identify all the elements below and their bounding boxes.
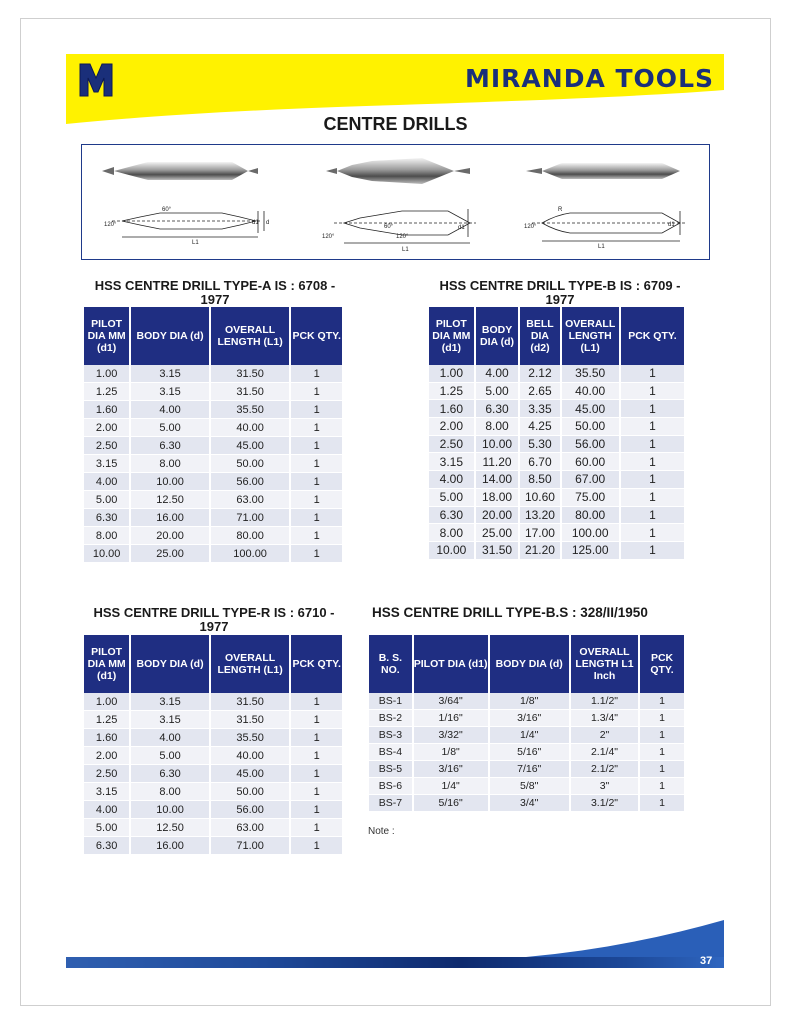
table-cell: 4.00 — [475, 365, 520, 382]
table-cell: 56.00 — [210, 801, 291, 819]
table-cell: 1.25 — [84, 711, 130, 729]
table-cell: 80.00 — [561, 506, 620, 524]
label-angle-120-b1: 120° — [322, 234, 335, 240]
table-row — [84, 419, 342, 437]
table-cell: 2" — [570, 727, 639, 744]
table-cell: BS-3 — [369, 727, 413, 744]
table-cell: 1 — [290, 765, 342, 783]
table_b-header-cell: PILOT DIA MM (d1) — [429, 307, 475, 365]
table-cell: 56.00 — [561, 435, 620, 453]
table-cell: 1 — [290, 527, 342, 545]
table-cell: 1 — [620, 541, 684, 559]
table-cell: 1.60 — [429, 400, 475, 418]
table-cell: 5/16" — [489, 744, 570, 761]
table-cell: 50.00 — [210, 455, 291, 473]
table-cell: 31.50 — [475, 541, 520, 559]
table-cell: 8.00 — [429, 524, 475, 542]
table_a-header-cell: PCK QTY. — [290, 307, 342, 365]
table-row — [84, 365, 342, 383]
drill-photo-type-r — [526, 163, 680, 179]
table-r — [84, 635, 342, 855]
table-row — [369, 693, 684, 710]
table-cell: 1 — [639, 727, 684, 744]
table-row — [429, 400, 684, 418]
table-cell: 1 — [290, 711, 342, 729]
label-l1-b: L1 — [402, 247, 409, 253]
table-r-header-row — [84, 635, 342, 693]
table-cell: 31.50 — [210, 711, 291, 729]
table-b-body — [429, 365, 684, 559]
table-cell: 13.20 — [519, 506, 560, 524]
page-number: 37 — [700, 955, 713, 967]
table-cell: 1 — [620, 453, 684, 471]
table-cell: 3.15 — [130, 365, 210, 383]
label-d1-r: d1 — [668, 222, 675, 228]
table-cell: 50.00 — [561, 418, 620, 436]
table-b-header-row — [429, 307, 684, 365]
table-cell: 31.50 — [210, 365, 291, 383]
table-cell: 10.00 — [475, 435, 520, 453]
table_r-header-cell: OVERALL LENGTH (L1) — [210, 635, 291, 693]
table-row — [84, 729, 342, 747]
table-row — [369, 710, 684, 727]
table-cell: 1/4" — [489, 727, 570, 744]
table-cell: 3/4" — [489, 795, 570, 812]
table-cell: 63.00 — [210, 819, 291, 837]
table-row — [84, 437, 342, 455]
table-a-title: HSS CENTRE DRILL TYPE-A IS : 6708 - 1977 — [94, 278, 336, 307]
table-cell: 1.00 — [84, 693, 130, 711]
table-bs-heading — [372, 606, 692, 620]
table_a-header-cell: BODY DIA (d) — [130, 307, 210, 365]
table-cell: 10.60 — [519, 488, 560, 506]
table-cell: 1 — [639, 761, 684, 778]
table-cell: 5.00 — [84, 819, 130, 837]
table-row — [369, 727, 684, 744]
table-cell: 1 — [620, 382, 684, 400]
table-cell: 1.60 — [84, 401, 130, 419]
table-cell: 1 — [620, 400, 684, 418]
table-cell: 31.50 — [210, 383, 291, 401]
label-d1-a: d1 — [252, 220, 259, 226]
table-cell: 5/16" — [413, 795, 489, 812]
table-cell: 1 — [639, 693, 684, 710]
table-cell: 6.30 — [130, 437, 210, 455]
table-cell: 1 — [620, 488, 684, 506]
table-cell: 8.00 — [130, 783, 210, 801]
table-cell: 5.00 — [429, 488, 475, 506]
table-cell: 1 — [290, 747, 342, 765]
table-cell: 1 — [639, 778, 684, 795]
table-cell: 16.00 — [130, 509, 210, 527]
table-cell: 10.00 — [429, 541, 475, 559]
table-cell: 5.00 — [84, 491, 130, 509]
table-cell: 1.1/2" — [570, 693, 639, 710]
table-bs — [369, 635, 684, 812]
footer-wedge — [66, 918, 724, 958]
table-cell: 5.30 — [519, 435, 560, 453]
table_r-header-cell: BODY DIA (d) — [130, 635, 210, 693]
table_bs-header-cell: PILOT DIA (d1) — [413, 635, 489, 693]
table_b-header-cell: OVERALL LENGTH (L1) — [561, 307, 620, 365]
table-cell: 1 — [290, 783, 342, 801]
table-cell: 1 — [639, 744, 684, 761]
table-a-header-row — [84, 307, 342, 365]
table-cell: 2.1/4" — [570, 744, 639, 761]
table-cell: 2.65 — [519, 382, 560, 400]
table-cell: 1 — [290, 837, 342, 855]
table_b-header-cell: BELL DIA (d2) — [519, 307, 560, 365]
table-cell: 21.20 — [519, 541, 560, 559]
table-cell: 3.15 — [130, 711, 210, 729]
note: Note : — [368, 826, 395, 837]
table_bs-header-cell: BODY DIA (d) — [489, 635, 570, 693]
table-cell: 35.50 — [210, 401, 291, 419]
table-cell: 10.00 — [130, 801, 210, 819]
table-row — [84, 545, 342, 563]
table-cell: 1 — [290, 401, 342, 419]
table-cell: 20.00 — [130, 527, 210, 545]
table-cell: 1/16" — [413, 710, 489, 727]
table-cell: 11.20 — [475, 453, 520, 471]
table-cell: 67.00 — [561, 471, 620, 489]
table-cell: 2.12 — [519, 365, 560, 382]
table_bs-header-cell: PCK QTY. — [639, 635, 684, 693]
table-cell: 1 — [639, 710, 684, 727]
table-cell: 3.1/2" — [570, 795, 639, 812]
table-cell: 3/16" — [413, 761, 489, 778]
table-bs-title: HSS CENTRE DRILL TYPE-B.S : 328/II/1950 — [372, 605, 648, 620]
table-row — [369, 744, 684, 761]
label-angle-120-a: 120° — [104, 222, 117, 228]
table-cell: 40.00 — [210, 419, 291, 437]
table-cell: 1 — [290, 545, 342, 563]
drill-photo-type-b — [326, 158, 470, 184]
table-row — [84, 783, 342, 801]
table-cell: 100.00 — [561, 524, 620, 542]
table-row — [429, 524, 684, 542]
table-cell: 8.00 — [475, 418, 520, 436]
table-row — [84, 455, 342, 473]
table-cell: 1 — [290, 491, 342, 509]
table-cell: 1.00 — [429, 365, 475, 382]
table-cell: 35.50 — [561, 365, 620, 382]
table-cell: 1 — [290, 729, 342, 747]
table-row — [369, 795, 684, 812]
table-cell: 3.15 — [130, 693, 210, 711]
table-cell: 1 — [290, 509, 342, 527]
table-cell: 2.00 — [429, 418, 475, 436]
table-cell: 6.70 — [519, 453, 560, 471]
table-cell: 2.1/2" — [570, 761, 639, 778]
table-cell: 1 — [620, 471, 684, 489]
table-cell: 14.00 — [475, 471, 520, 489]
table-cell: 40.00 — [210, 747, 291, 765]
table-cell: BS-5 — [369, 761, 413, 778]
table-row — [429, 382, 684, 400]
table-cell: 40.00 — [561, 382, 620, 400]
table-row — [429, 506, 684, 524]
table-cell: 4.00 — [84, 473, 130, 491]
table-cell: 56.00 — [210, 473, 291, 491]
table-b — [429, 307, 684, 560]
table-cell: 31.50 — [210, 693, 291, 711]
table-row — [429, 488, 684, 506]
table-cell: 45.00 — [210, 765, 291, 783]
table-cell: 50.00 — [210, 783, 291, 801]
table-cell: 1.3/4" — [570, 710, 639, 727]
table-cell: 20.00 — [475, 506, 520, 524]
label-l1-r: L1 — [598, 244, 605, 250]
table-cell: 5.00 — [130, 747, 210, 765]
label-angle-60-a: 60° — [162, 207, 172, 213]
table-cell: 4.00 — [130, 729, 210, 747]
table-cell: 4.00 — [429, 471, 475, 489]
label-d-a: d — [266, 220, 270, 226]
table-cell: 125.00 — [561, 541, 620, 559]
table-cell: BS-1 — [369, 693, 413, 710]
table_a-header-cell: OVERALL LENGTH (L1) — [210, 307, 291, 365]
table-cell: 3/16" — [489, 710, 570, 727]
table-row — [429, 471, 684, 489]
label-l1-a: L1 — [192, 240, 199, 246]
table-row — [84, 383, 342, 401]
table-cell: 5.00 — [130, 419, 210, 437]
table-row — [429, 418, 684, 436]
table-cell: 10.00 — [84, 545, 130, 563]
table-cell: 3.15 — [84, 783, 130, 801]
table-cell: 10.00 — [130, 473, 210, 491]
table-cell: BS-4 — [369, 744, 413, 761]
table-cell: 60.00 — [561, 453, 620, 471]
table-b-title: HSS CENTRE DRILL TYPE-B IS : 6709 - 1977 — [439, 278, 681, 307]
table-cell: 3/32" — [413, 727, 489, 744]
table-row — [429, 365, 684, 382]
table-cell: 5/8" — [489, 778, 570, 795]
label-angle-120-r: 120° — [524, 224, 537, 230]
table-cell: 3.15 — [130, 383, 210, 401]
table_r-header-cell: PILOT DIA MM (d1) — [84, 635, 130, 693]
table-cell: 7/16" — [489, 761, 570, 778]
table-r-body — [84, 693, 342, 855]
table-cell: 1.00 — [84, 365, 130, 383]
table-cell: 4.00 — [84, 801, 130, 819]
table-cell: 4.00 — [130, 401, 210, 419]
table-cell: 1.25 — [429, 382, 475, 400]
table-bs-header-row — [369, 635, 684, 693]
table-cell: 12.50 — [130, 819, 210, 837]
table-row — [429, 453, 684, 471]
technical-drawing-r — [532, 211, 686, 241]
table-cell: 5.00 — [475, 382, 520, 400]
table-cell: 12.50 — [130, 491, 210, 509]
table-bs-body — [369, 693, 684, 812]
table-row — [84, 527, 342, 545]
table-cell: 1/8" — [489, 693, 570, 710]
table-cell: 8.00 — [130, 455, 210, 473]
table-cell: 45.00 — [561, 400, 620, 418]
table-cell: 1.60 — [84, 729, 130, 747]
table-row — [84, 837, 342, 855]
label-angle-120-b2: 120° — [396, 234, 409, 240]
table-row — [84, 801, 342, 819]
table-row — [84, 473, 342, 491]
table-cell: 17.00 — [519, 524, 560, 542]
table-cell: 3.35 — [519, 400, 560, 418]
technical-drawing-a — [112, 211, 264, 237]
table-cell: 45.00 — [210, 437, 291, 455]
table-row — [84, 491, 342, 509]
table-cell: 6.30 — [130, 765, 210, 783]
table-cell: 8.00 — [84, 527, 130, 545]
table-cell: 1 — [290, 437, 342, 455]
table-cell: 1 — [290, 693, 342, 711]
table-cell: 3.15 — [84, 455, 130, 473]
table-cell: 35.50 — [210, 729, 291, 747]
table_r-header-cell: PCK QTY. — [290, 635, 342, 693]
table-cell: 3" — [570, 778, 639, 795]
table-row — [429, 435, 684, 453]
table-cell: 1 — [620, 506, 684, 524]
table-row — [369, 778, 684, 795]
table-cell: 3/64" — [413, 693, 489, 710]
table-cell: 71.00 — [210, 837, 291, 855]
brand-logo — [74, 60, 118, 100]
table-cell: 6.30 — [429, 506, 475, 524]
table-row — [84, 509, 342, 527]
table-cell: 6.30 — [475, 400, 520, 418]
table-cell: 1 — [620, 418, 684, 436]
table_bs-header-cell: OVERALL LENGTH L1 Inch — [570, 635, 639, 693]
table-cell: 3.15 — [429, 453, 475, 471]
table-cell: 1 — [290, 819, 342, 837]
table-cell: BS-7 — [369, 795, 413, 812]
table-cell: 16.00 — [130, 837, 210, 855]
table-cell: 1 — [620, 524, 684, 542]
table-cell: 8.50 — [519, 471, 560, 489]
table-cell: 75.00 — [561, 488, 620, 506]
table-cell: 100.00 — [210, 545, 291, 563]
table-row — [84, 747, 342, 765]
table-cell: 6.30 — [84, 509, 130, 527]
table-cell: 2.50 — [84, 437, 130, 455]
table-cell: 1/4" — [413, 778, 489, 795]
table-cell: 1 — [290, 365, 342, 383]
table-a — [84, 307, 342, 563]
product-image-panel — [81, 144, 710, 260]
table-cell: 2.00 — [84, 419, 130, 437]
table-cell: 1 — [290, 473, 342, 491]
table-cell: 1 — [290, 383, 342, 401]
table-cell: 1 — [639, 795, 684, 812]
table-row — [84, 693, 342, 711]
table-cell: 1 — [620, 435, 684, 453]
table-cell: 2.00 — [84, 747, 130, 765]
table-row — [84, 711, 342, 729]
table-cell: 18.00 — [475, 488, 520, 506]
label-angle-60-b: 60° — [384, 224, 394, 230]
table-cell: 1 — [290, 801, 342, 819]
table-row — [369, 761, 684, 778]
table_a-header-cell: PILOT DIA MM (d1) — [84, 307, 130, 365]
brand-name: MIRANDA TOOLS — [465, 64, 714, 93]
table-cell: 25.00 — [130, 545, 210, 563]
table-cell: 1 — [290, 419, 342, 437]
table-cell: 4.25 — [519, 418, 560, 436]
table-cell: 6.30 — [84, 837, 130, 855]
table-cell: BS-2 — [369, 710, 413, 727]
table-row — [84, 401, 342, 419]
table-cell: BS-6 — [369, 778, 413, 795]
table-a-body — [84, 365, 342, 563]
table-cell: 63.00 — [210, 491, 291, 509]
label-r: R — [558, 207, 563, 213]
footer-bar — [66, 957, 724, 968]
page-title: CENTRE DRILLS — [323, 114, 468, 134]
table-cell: 25.00 — [475, 524, 520, 542]
table-row — [84, 819, 342, 837]
table-cell: 1 — [620, 365, 684, 382]
table-r-title: HSS CENTRE DRILL TYPE-R IS : 6710 - 1977 — [93, 605, 335, 634]
table-cell: 80.00 — [210, 527, 291, 545]
table-row — [429, 541, 684, 559]
table-cell: 71.00 — [210, 509, 291, 527]
table-cell: 1 — [290, 455, 342, 473]
table-cell: 2.50 — [429, 435, 475, 453]
table-cell: 1/8" — [413, 744, 489, 761]
table_b-header-cell: PCK QTY. — [620, 307, 684, 365]
table-cell: 2.50 — [84, 765, 130, 783]
table-row — [84, 765, 342, 783]
table_bs-header-cell: B. S. NO. — [369, 635, 413, 693]
table-cell: 1.25 — [84, 383, 130, 401]
label-d1-b: d1 — [458, 225, 465, 231]
drill-photo-type-a — [102, 162, 258, 180]
table_b-header-cell: BODY DIA (d) — [475, 307, 520, 365]
